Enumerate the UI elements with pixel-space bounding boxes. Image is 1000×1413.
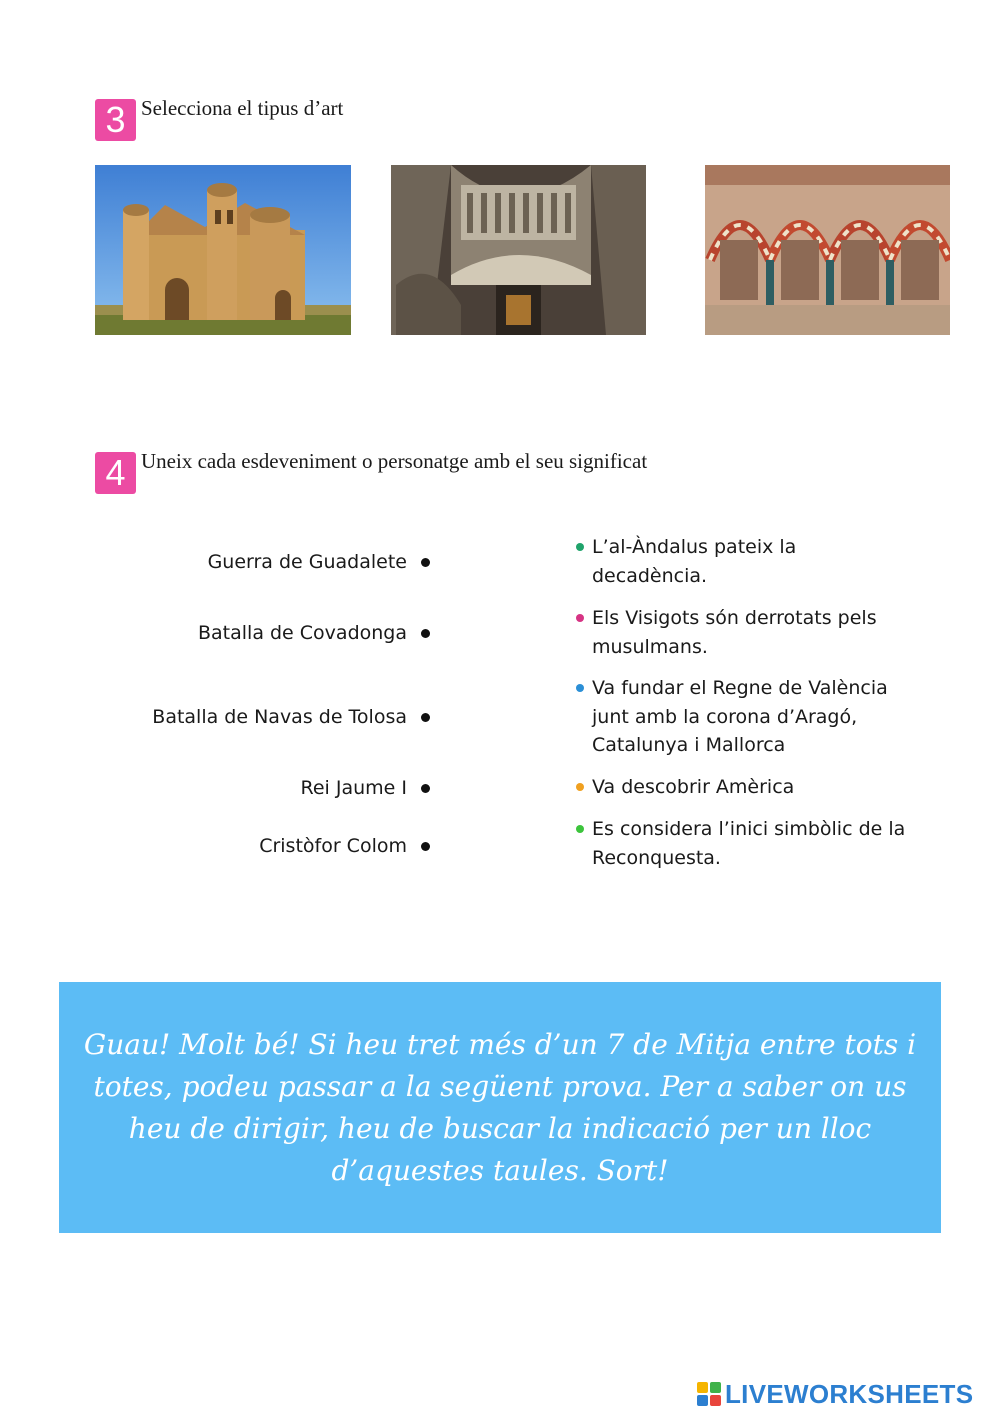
romanesque-church-photo[interactable] [95,165,351,335]
match-right-label: L’al-Àndalus pateix la decadència. [592,536,797,587]
match-left-item[interactable] [152,702,430,732]
match-left-item[interactable] [259,831,430,861]
match-left-label: Guerra de Guadalete [207,551,407,573]
match-right-item[interactable] [576,815,906,872]
match-right-dot[interactable] [576,825,584,833]
match-left-dot[interactable] [421,713,430,722]
match-right-label: Va fundar el Regne de València junt amb la corona d’Aragó, Catalunya i Mallorca [592,677,888,756]
match-left-label: Batalla de Covadonga [197,622,407,644]
match-right-dot[interactable] [576,783,584,791]
match-right-dot[interactable] [576,543,584,551]
match-right-item[interactable] [576,674,906,760]
match-left-label: Rei Jaume I [300,777,407,799]
match-right-item[interactable] [576,533,906,590]
match-right-item[interactable] [576,604,906,661]
match-left-dot[interactable] [421,842,430,851]
match-right-dot[interactable] [576,684,584,692]
match-left-item[interactable] [208,547,430,577]
match-right-label: Els Visigots són derrotats pels musulmans. [592,607,877,658]
banner-text: Guau! Molt bé! Si heu tret més d’un 7 de Mitja entre tots i totes, podeu passar a la següent prova. Per a saber on us heu de dirigir, heu de buscar la indicació per un lloc d’aquestes taules. Sort! [83,1027,917,1187]
section-4-title: Uneix cada esdeveniment o personatge amb el seu significat [141,449,648,473]
match-left-dot[interactable] [421,629,430,638]
match-left-item[interactable] [198,618,430,648]
logo-text: LIVEWORKSHEETS [725,1378,974,1409]
match-left-dot[interactable] [421,558,430,567]
section-4-number-badge: 4 [95,452,136,494]
liveworksheets-logo[interactable] [697,1380,973,1408]
gothic-interior-photo[interactable] [391,165,646,335]
match-left-dot[interactable] [421,784,430,793]
match-right-dot[interactable] [576,614,584,622]
congratulations-banner [59,982,941,1233]
section-3-title: Selecciona el tipus d’art [141,96,344,120]
match-left-label: Cristòfor Colom [259,835,407,857]
match-left-label: Batalla de Navas de Tolosa [152,706,407,728]
match-right-item[interactable] [576,773,906,802]
match-left-item[interactable] [301,773,431,803]
section-3-number-badge: 3 [95,99,136,141]
logo-mark-icon [697,1382,721,1406]
match-right-label: Es considera l’inici simbòlic de la Reconquesta. [592,818,906,869]
match-right-label: Va descobrir Amèrica [592,776,795,798]
islamic-arches-photo[interactable] [705,165,950,335]
